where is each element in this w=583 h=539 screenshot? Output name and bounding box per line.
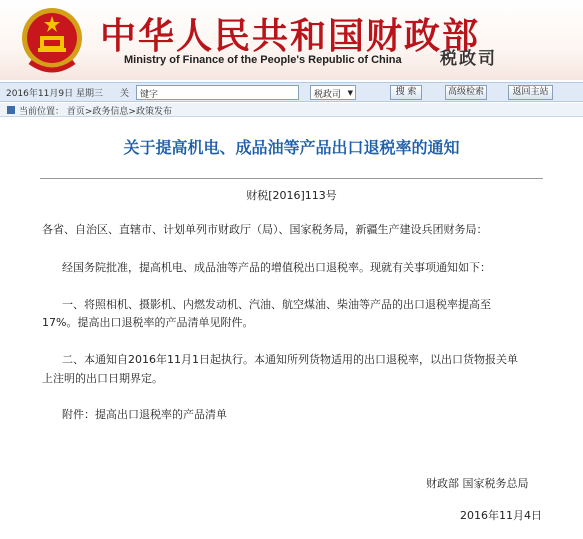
- attachment-line: 附件：提高出口退税率的产品清单: [62, 408, 227, 421]
- department-select[interactable]: [310, 85, 356, 100]
- national-emblem-icon: [20, 6, 84, 74]
- site-english-title: Ministry of Finance of the People's Republic of China: [124, 54, 402, 66]
- advanced-search-button[interactable]: 高级检索: [445, 85, 487, 100]
- item2-line2: 上注明的出口日期界定。: [42, 372, 163, 385]
- toolbar: [0, 82, 583, 102]
- department-select-value: 税政司: [314, 90, 342, 100]
- header-banner: [0, 0, 583, 80]
- item2-line1: 二、本通知自2016年11月1日起执行。本通知所列货物适用的出口退税率，以出口货物报关单: [62, 353, 518, 366]
- return-home-button[interactable]: 返回主站: [508, 85, 553, 100]
- current-date: 2016年11月9日 星期三: [6, 89, 103, 99]
- department-name: 税政司: [440, 49, 497, 69]
- document-title: 关于提高机电、成品油等产品出口退税率的通知: [123, 138, 460, 157]
- intro-paragraph: 经国务院批准，提高机电、成品油等产品的增值税出口退税率。现就有关事项通知如下：: [62, 261, 491, 274]
- site-title: 中华人民共和国财政部: [100, 15, 481, 57]
- item1-line1: 一、将照相机、摄影机、内燃发动机、汽油、航空煤油、柴油等产品的出口退税率提高至: [62, 298, 491, 311]
- search-button[interactable]: 搜 索: [390, 85, 422, 100]
- chevron-down-icon: ▼: [347, 89, 353, 97]
- location-icon: [7, 106, 15, 114]
- title-divider: [40, 178, 543, 179]
- breadcrumb: [0, 103, 583, 117]
- document-number: 财税[2016]113号: [246, 189, 337, 202]
- breadcrumb-text[interactable]: 当前位置： 首页>政务信息>政策发布: [19, 107, 172, 117]
- signature: 财政部 国家税务总局: [426, 477, 529, 490]
- signature-date: 2016年11月4日: [460, 509, 542, 522]
- keyword-label: 关: [120, 89, 130, 99]
- addressee-paragraph: 各省、自治区、直辖市、计划单列市财政厅（局）、国家税务局，新疆生产建设兵团财务局：: [42, 223, 488, 236]
- search-input[interactable]: 键字: [136, 85, 299, 100]
- item1-line2: 17%。提高出口退税率的产品清单见附件。: [42, 316, 254, 329]
